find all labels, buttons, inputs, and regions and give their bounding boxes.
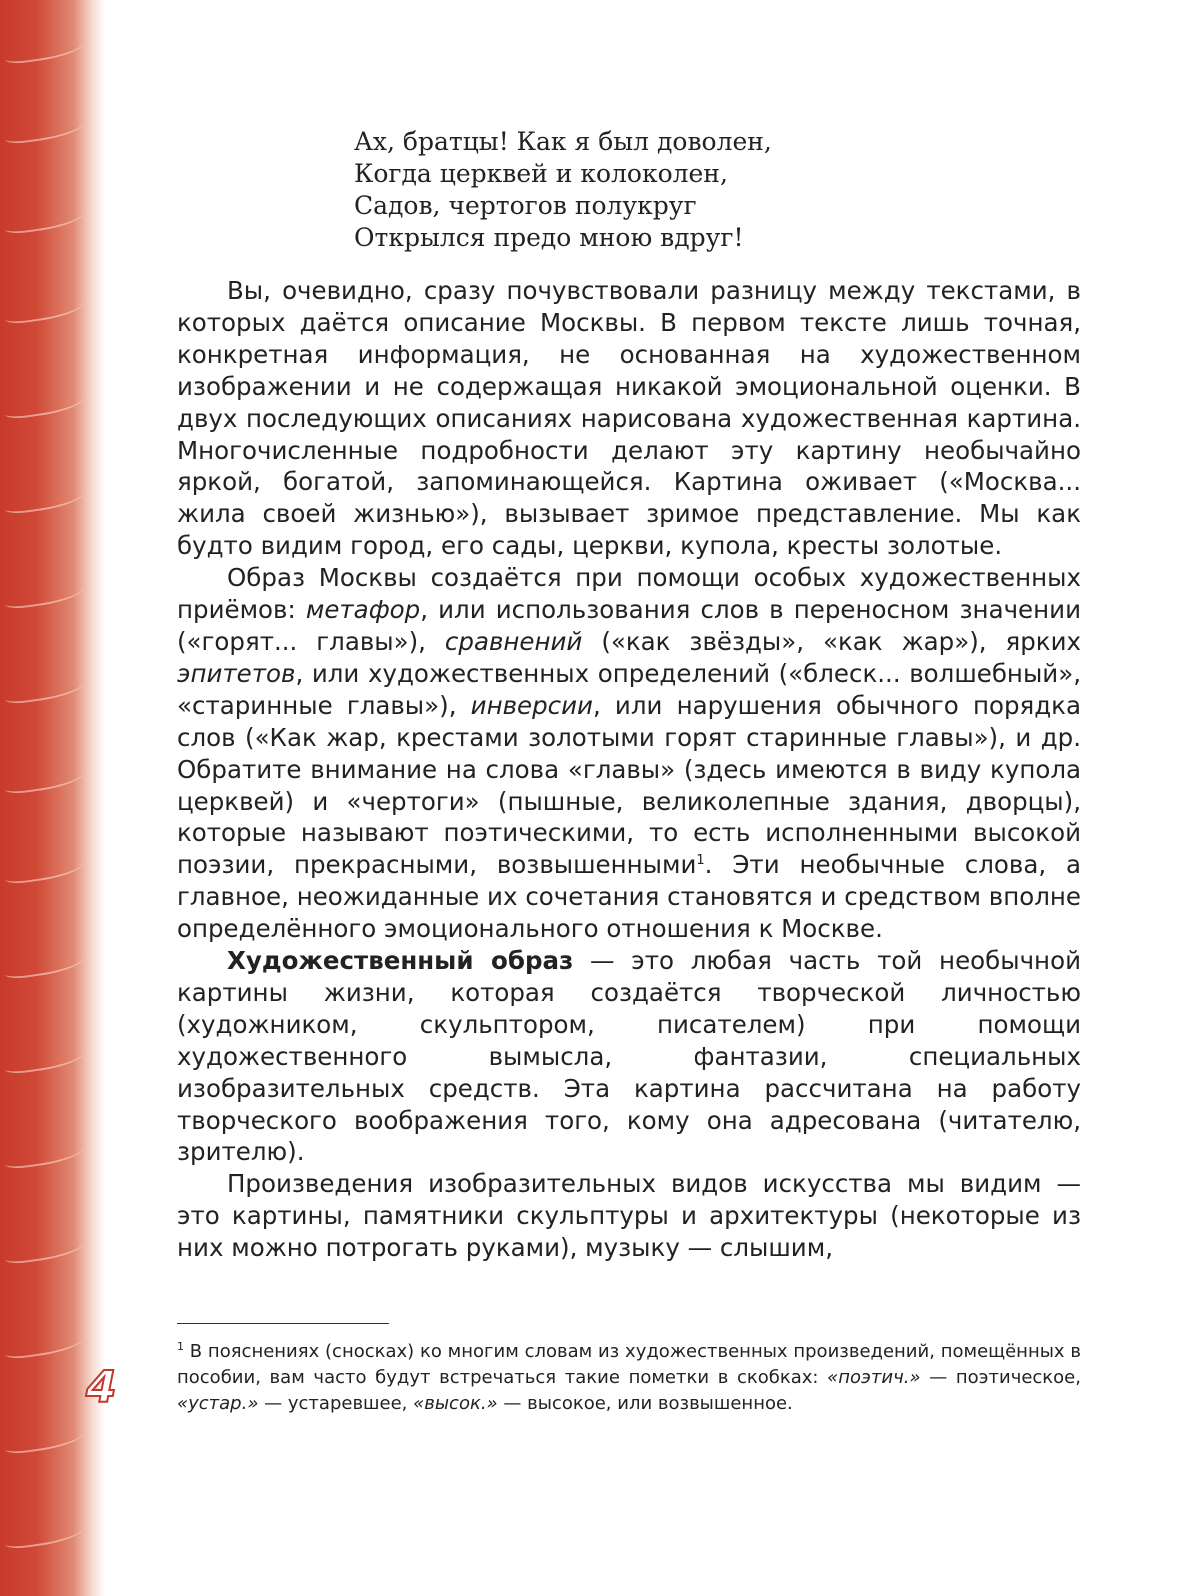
paragraph-1: Вы, очевидно, сразу почувствовали разницу между текстами, в которых даётся описание Москвы. В первом тексте лишь точная, конкретная информация, не основанная на художественном изображении и не содержащая никакой эмоциональной оценки. В двух последующих описаниях нарисована художественная картина. Многочисленные подробности делают эту картину необычайно яркой, богатой, запоминающейся. Картина оживает («Москва... жила своей жизнью»), вызывает зримое представление. Мы как будто видим город, его сады, церкви, купола, кресты золотые. — [177, 276, 1081, 561]
footnote-number: 1 — [177, 1340, 184, 1353]
footnote-divider — [177, 1323, 389, 1324]
text-run: , или нарушения обычного порядка слов («Как жар, крестами золотыми горят старинные главы»), и др. Обратите внимание на слова «главы» (здесь имеются в виду купола церквей) и «чертоги» (пышные, великолепные здания, дворцы), которые называют поэтическими, то есть исполненными высокой поэзии, прекрасными, возвышенными — [177, 690, 1081, 880]
term-epithet: эпитетов — [177, 658, 296, 688]
definition-term: Художественный образ — [227, 946, 574, 976]
footnote-mark-poetic: «поэтич.» — [827, 1367, 921, 1388]
poem-excerpt — [354, 126, 772, 254]
handwriting-decoration — [3, 390, 85, 421]
page-number: 4 — [86, 1362, 117, 1413]
text-run: Образ Москвы создаётся при помощи особых художественных приёмов: — [177, 563, 1081, 625]
paragraph-4: Произведения изобразительных видов искусства мы видим — это картины, памятники скульптуры и архитектуры (некоторые из них можно потрогать руками), музыку — слышим, — [177, 1169, 1081, 1263]
text-run: , или художественных определений («блеск... волшебный», «старинные главы»), — [177, 658, 1081, 720]
handwriting-decoration — [3, 675, 85, 706]
handwriting-decoration — [3, 855, 85, 886]
main-text — [177, 275, 1081, 1264]
footnote-mark-elevated: «высок.» — [413, 1393, 498, 1414]
footnote-mark-obsolete: «устар.» — [177, 1393, 259, 1414]
handwriting-decoration — [3, 485, 85, 516]
footnote-text: — устаревшее, — [258, 1393, 414, 1414]
handwriting-decoration — [3, 1520, 85, 1551]
decorative-margin-band — [0, 0, 105, 1596]
handwriting-decoration — [3, 1235, 85, 1266]
definition-text: — это любая часть той необычной картины жизни, которая создаётся творческой личностью (художником, скульптором, писателем) при помощи художественного вымысла, фантазии, специальных изобразительных средств. Эта картина рассчитана на работу творческого воображения того, кому она адресована (читателю, зрителю). — [177, 946, 1081, 1167]
footnote — [177, 1334, 1081, 1417]
footnote-text: — высокое, или возвышенное. — [497, 1393, 793, 1414]
handwriting-decoration — [3, 580, 85, 611]
poem-line: Садов, чертогов полукруг — [354, 191, 697, 220]
handwriting-decoration — [3, 1140, 85, 1171]
handwriting-decoration — [3, 1045, 85, 1076]
term-inversion: инверсии — [470, 690, 593, 720]
paragraph-3 — [177, 945, 1081, 1168]
paragraph-2 — [177, 562, 1081, 945]
handwriting-decoration — [3, 1425, 85, 1456]
footnote-text: В пояснениях (сносках) ко многим словам из художественных произведений, помещённых в пособии, вам часто будут встречаться такие пометки в скобках: — [177, 1341, 1081, 1388]
term-metaphor: метафор — [305, 595, 421, 625]
handwriting-decoration — [3, 765, 85, 796]
handwriting-decoration — [3, 205, 85, 236]
poem-line: Ах, братцы! Как я был доволен, — [354, 127, 772, 156]
handwriting-decoration — [3, 950, 85, 981]
handwriting-decoration — [3, 35, 85, 66]
text-run: («как звёзды», «как жар»), ярких — [582, 626, 1082, 656]
footnote-reference: 1 — [696, 853, 705, 869]
term-comparison: сравнений — [444, 626, 583, 656]
handwriting-decoration — [3, 115, 85, 146]
handwriting-decoration — [3, 1330, 85, 1361]
poem-line: Когда церквей и колоколен, — [354, 159, 728, 188]
handwriting-decoration — [3, 295, 85, 326]
text-run: , или использования слов в переносном значении («горят... главы»), — [177, 595, 1081, 656]
text-run: . Эти необычные слова, а главное, неожиданные их сочетания становятся и средством вполне определённого эмоционального отношения к Москве. — [177, 850, 1082, 944]
poem-line: Открылся предо мною вдруг! — [354, 223, 744, 252]
footnote-text: — поэтическое, — [920, 1367, 1081, 1388]
